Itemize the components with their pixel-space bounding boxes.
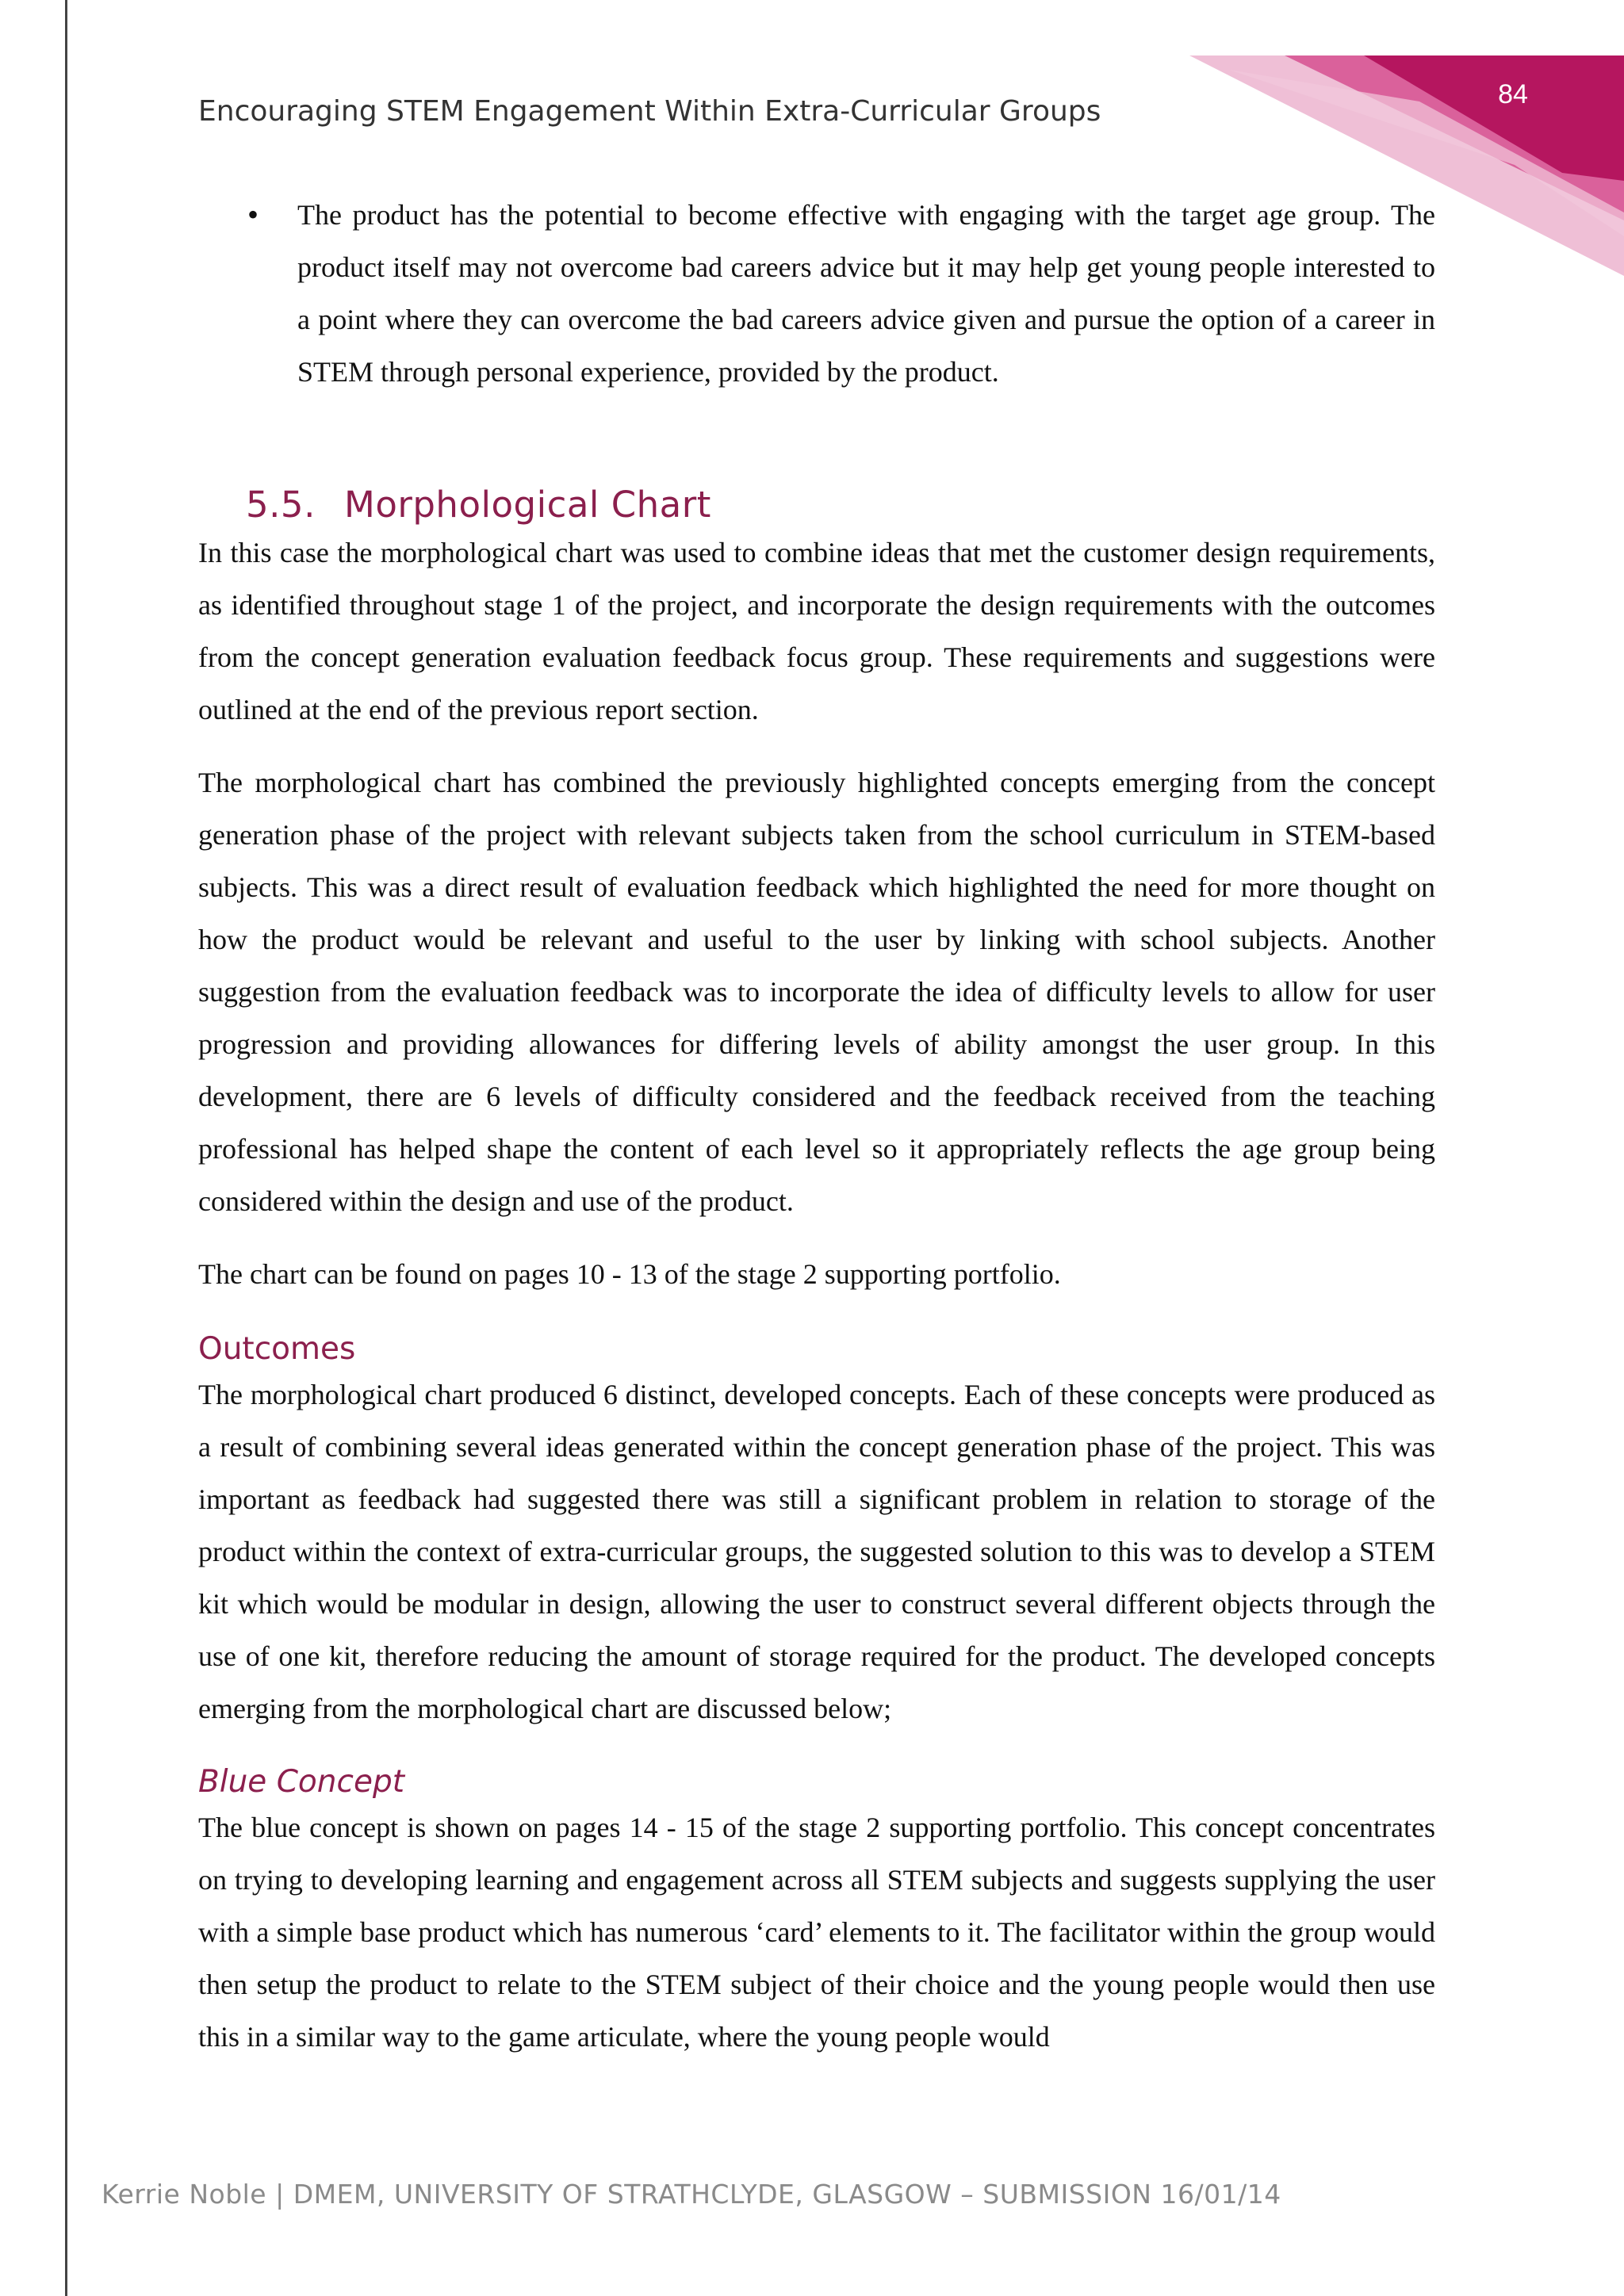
- bullet-text: The product has the potential to become effective with engaging with the target age group. The product itself may not overcome bad careers advice but it may help get young people interested to a point where they can overcome the bad careers advice given and pursue the option of a career in STEM through personal experience, provided by the product.: [297, 199, 1435, 388]
- blue-concept-paragraph: The blue concept is shown on pages 14 - 15 of the stage 2 supporting portfolio. This concept concentrates on trying to developing learning and engagement across all STEM subjects and suggests supplying the user with a simple base product which has numerous ‘card’ elements to it. The facilitator within the group would then setup the product to relate to the STEM subject of their choice and the young people would then use this in a similar way to the game articulate, where the young people would: [198, 1812, 1435, 2053]
- outcomes-paragraph: The morphological chart produced 6 distinct, developed concepts. Each of these concepts were produced as a result of combining several ideas generated within the concept generation phase of the project. This was important as feedback had suggested there was still a significant problem in relation to storage of the product within the context of extra-curricular groups, the suggested solution to this was to develop a STEM kit which would be modular in design, allowing the user to construct several different objects through the use of one kit, therefore reducing the amount of storage required for the product. The developed concepts emerging from the morphological chart are discussed below;: [198, 1379, 1435, 1724]
- page-body: [198, 189, 1435, 2063]
- page-number: 84: [1498, 79, 1528, 109]
- bullet-dot-icon: •: [247, 197, 259, 232]
- page-footer: Kerrie Noble | DMEM, UNIVERSITY OF STRATHCLYDE, GLASGOW – SUBMISSION 16/01/14: [102, 2179, 1281, 2210]
- section-paragraph-3: The chart can be found on pages 10 - 13 of the stage 2 supporting portfolio.: [198, 1258, 1061, 1290]
- section-heading: [198, 484, 1435, 526]
- outcomes-heading: Outcomes: [198, 1331, 356, 1367]
- left-margin-rule: [65, 0, 67, 2296]
- section-number: 5.5.: [246, 484, 316, 526]
- bullet-item: [198, 189, 1435, 398]
- section-paragraph-2: The morphological chart has combined the previously highlighted concepts emerging from the concept generation phase of the project with relevant subjects taken from the school curriculum in STEM-based subjects. This was a direct result of evaluation feedback which highlighted the need for more thought on how the product would be relevant and useful to the user by linking with school subjects. Another suggestion from the evaluation feedback was to incorporate the idea of difficulty levels to allow for user progression and providing allowances for differing levels of ability amongst the user group. In this development, there are 6 levels of difficulty considered and the feedback received from the teaching professional has helped shape the content of each level so it appropriately reflects the age group being considered within the design and use of the product.: [198, 767, 1435, 1217]
- section-paragraph-1: In this case the morphological chart was used to combine ideas that met the customer design requirements, as identified throughout stage 1 of the project, and incorporate the design requirements with the outcomes from the concept generation evaluation feedback focus group. These requirements and suggestions were outlined at the end of the previous report section.: [198, 537, 1435, 725]
- running-header-title: Encouraging STEM Engagement Within Extra-Curricular Groups: [198, 95, 1101, 128]
- section-title: Morphological Chart: [344, 484, 711, 526]
- blue-concept-heading: Blue Concept: [198, 1764, 404, 1800]
